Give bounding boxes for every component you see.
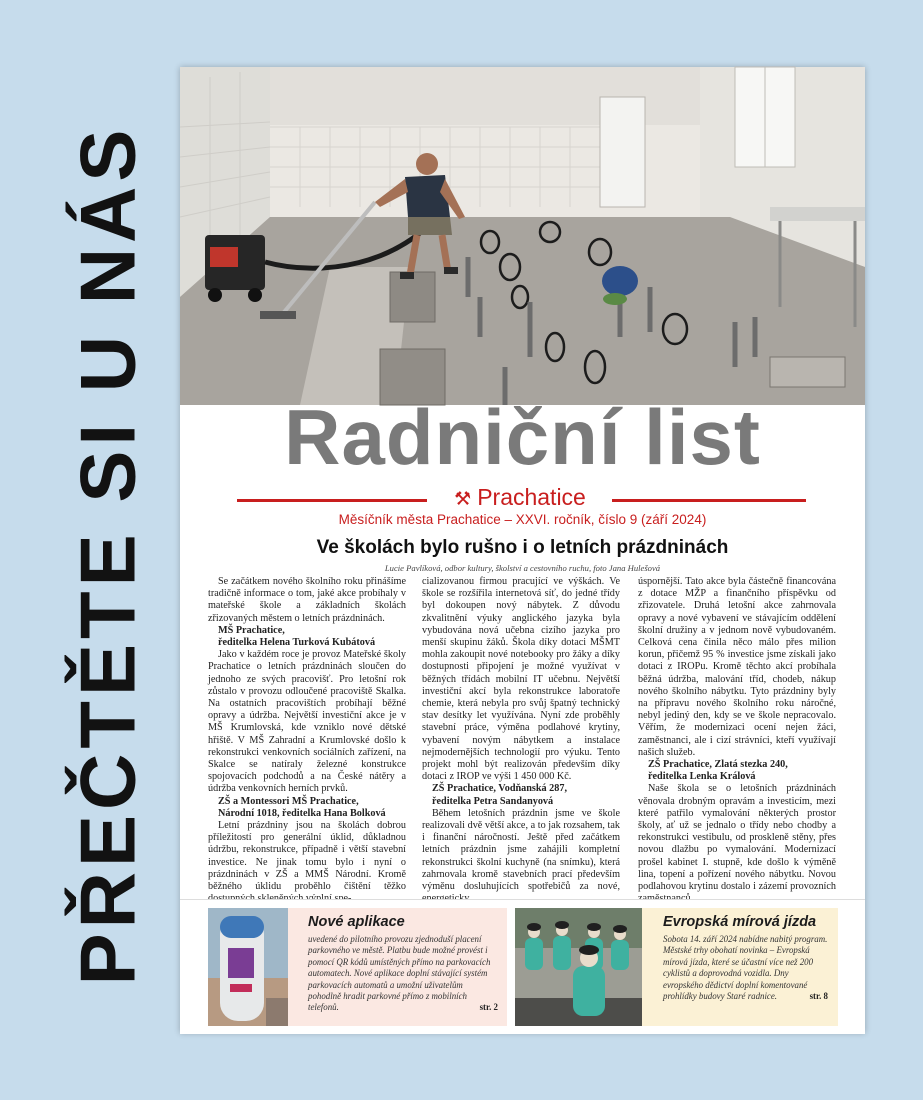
section-heading: ředitelka Helena Turková Kubátová	[218, 637, 376, 649]
article-byline: Lucie Pavlíková, odbor kultury, školství a cestovního ruchu, foto Jana Hulešová	[384, 563, 661, 573]
article-column-2	[422, 576, 620, 896]
cover-photo-kitchen-renovation	[180, 67, 865, 405]
paragraph: Během letošních prázdnin jsme ve škole realizovali dvě větší akce, a to jak rozsahem, tak i finanční náročností. Ještě před začátkem letních prázdnin jsme zahájili kompletní rekonstrukci školní kuchyně (na snímku), která zahrnovala kromě stavebních prací především výměnu dosluhujících spotřebičů za nové,	[422, 807, 620, 893]
teaser-strip	[180, 899, 865, 1034]
newspaper-page	[180, 67, 865, 1033]
paragraph: Jako v každém roce je provoz Mateřské školy Prachatice o letních prázdninách sloučen do jednoho ze svých pracovišť. Pro letošní rok zůstalo v provozu odloučené pracoviště Skalka. Na ostatních pracovištích probíhají běžné opravy a údržba. Největší investiční akce je v MŠ Krumlovská, kde vzniklo nové dětské hřiště. V MŠ Zahradní a Krumlovské došlo k rekonstrukci venkovních sociálních zařízení, na Skalce se natíraly železné konstrukce spojovacích podchodů a na České nátěry a údržba venkovních herních prvků.	[208, 649, 406, 795]
paragraph: Naše škola se o letošních prázdninách věnovala drobným opravám a investicím, mezi které patřilo vymalování některých prostor školy, ať už se jednalo o třídy nebo chodby a rekonstrukci vestibulu, od proskleně stěny, přes novou dlažbu po vymalování. Modernizací prošel kabinet I. stupně, kde došlo k výměně lina, topení a pořízení nového nábytku. Novou podlahovou krytinu dostalo i zázemí provozních	[638, 783, 836, 893]
article-headline: Ve školách bylo rušno i o letních prázdninách	[316, 537, 729, 558]
teaser-card-peace-ride	[515, 908, 838, 1026]
page-reference: str. 8	[809, 991, 828, 1002]
teaser-card-apps	[208, 908, 507, 1026]
article-column-3	[638, 576, 836, 896]
masthead-town-label: Prachatice	[477, 484, 586, 510]
section-heading: Národní 1018, ředitelka Hana Bolková	[218, 807, 386, 819]
section-heading: ZŠ Prachatice, Vodňanská 287,	[432, 783, 568, 795]
teaser-title: Evropská mírová jízda	[663, 914, 817, 930]
paragraph: cializovanou firmou pracující ve výškách. Ve škole se rozšířila internetová síť, do jedné třídy byl dokoupen nový nábytek. Z důvodu zkvalitnění výuky anglického jazyka byla vybudována nová učebna cizího jazyka pro menší skupinu žáků. Škola díky dotaci MŠMT mohla zakoupit nové notebooky pro žáky a díky dostupnosti připojení je možné využívat v běžných třídách mobilní IT učebnu. Největší investiční akcí byla rekonstrukce laboratoře chemie, která nebyla pro svůj špatný technický stav desítky let využívána. Nyní zde proběhly stavební práce, výměna podlahové krytiny, vybavení novým nábytkem a instalace nejmodernějších technologií pro výuku. Tento projekt mohl být realizován především díky dotaci z IROP ve výši 1 450 000 Kč.	[422, 576, 620, 783]
section-heading: ZŠ Prachatice, Zlatá stezka 240,	[648, 759, 788, 771]
article-column-1	[208, 576, 406, 896]
vertical-title	[28, 124, 188, 986]
masthead	[180, 393, 865, 527]
masthead-town	[430, 484, 610, 511]
section-heading: ZŠ a Montessori MŠ Prachatice,	[218, 795, 359, 807]
teaser-title: Nové aplikace	[308, 914, 405, 930]
paragraph: Se začátkem nového školního roku přinášíme tradičně informace o tom, jaké akce probíhaly v mateřské škole a základních školách zřizovaných městem o letních prázdninách.	[208, 576, 406, 624]
vertical-title-text: PŘEČTĚTE SI U NÁS	[63, 124, 152, 986]
section-heading: MŠ Prachatice,	[218, 624, 285, 636]
teaser-text: uvedené do pilotního provozu zjednoduší placení parkovného ve městě. Platbu bude možné provést i pomocí QR kódů umístěných přímo na parkovacích automatech. Nové aplikace doplní stávající systém parkovacích automatů a umožní uživatelům pohodlně hradit parkovné přímo z mobilních telefonů. str. 2	[308, 934, 498, 1013]
paragraph: Letní prázdniny jsou na školách dobrou příležitostí pro generální úklid, důkladnou údržbu, rekonstrukce, případně i větší stavební investice. Ne jinak tomu bylo i nyní o prázdninách v ZŠ a MMŠ Národní. Kromě běžného úklidu proběhlo čištění těžko	[208, 820, 406, 893]
cyclists-photo	[515, 908, 642, 1026]
teaser-text: Sobota 14. září 2024 nabídne nabitý program. Městské trhy obohatí novinka – Evropská mírová jízda, které se účastní více než 200 cyklistů a doprovodná vozidla. Dny evropského dědictví doplní komentované prohlídky budovy Staré radnice. str. 8	[663, 934, 828, 1002]
paragraph: úspornější. Tato akce byla částečně financována z dotace MŽP a finančního příspěvku od zřizovatele. Druhá letošní akce zahrnovala opravy a nové vybavení ve stávajícím oddělení školní družiny a v jednom nově vybudovaném. Celková cena činila něco málo přes milion korun, přičemž 95 % investice jsme získali jako dotaci z IROPu. Kromě těchto akcí probíhala běžná údržba, malování tříd, chodeb, nákup nového školního nábytku. Tyto prázdniny byly na přípravu nového školního roku náročné, nebyl jediný den, kdy se ve škole nepracovalo. Věřím, že modernizaci ocení nejen žáci, zaměstnanci, ale i cizí strávníci, kteří využívají našich služeb.	[638, 576, 836, 758]
article-body	[208, 576, 838, 896]
masthead-rule-left	[237, 499, 427, 502]
page-reference: str. 2	[479, 1002, 498, 1013]
masthead-rule-right	[612, 499, 806, 502]
parking-kiosk-photo	[208, 908, 288, 1026]
masthead-subtitle: Měsíčník města Prachatice – XXVI. ročník, číslo 9 (září 2024)	[338, 512, 707, 527]
masthead-title: Radniční list	[284, 393, 761, 481]
section-heading: ředitelka Lenka Králová	[648, 771, 756, 783]
section-heading: ředitelka Petra Sandanyová	[432, 795, 554, 807]
town-crest-icon: ⚒	[454, 489, 472, 510]
